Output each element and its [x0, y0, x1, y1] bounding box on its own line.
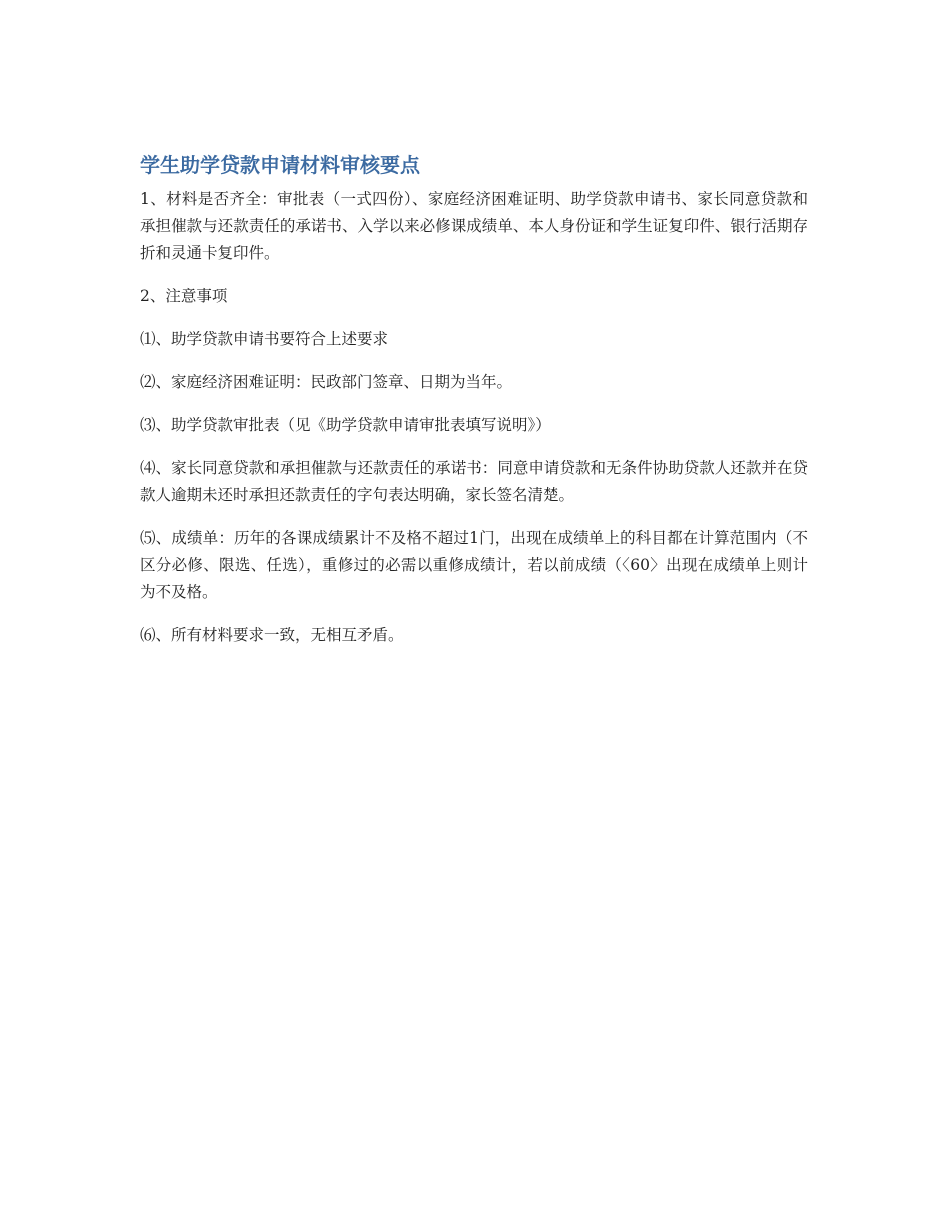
paragraph-note-1: ⑴、助学贷款申请书要符合上述要求	[140, 330, 389, 348]
paragraph-note-6: ⑹、所有材料要求一致，无相互矛盾。	[140, 626, 404, 644]
paragraph-note-5: ⑸、成绩单：历年的各课成绩累计不及格不超过1门，出现在成绩单上的科目都在计算范围内（不区分必修、限选、任选），重修过的必需以重修成绩计，若以前成绩（〈60〉出现在成绩单上则计为不及格。	[140, 529, 808, 601]
document-page	[140, 150, 808, 665]
document-title: 学生助学贷款申请材料审核要点	[140, 153, 420, 177]
paragraph-note-4: ⑷、家长同意贷款和承担催款与还款责任的承诺书：同意申请贷款和无条件协助贷款人还款并在贷款人逾期未还时承担还款责任的字句表达明确，家长签名清楚。	[140, 459, 808, 504]
paragraph-materials-complete: 1、材料是否齐全：审批表（一式四份）、家庭经济困难证明、助学贷款申请书、家长同意贷款和承担催款与还款责任的承诺书、入学以来必修课成绩单、本人身份证和学生证复印件、银行活期存折和灵通卡复印件。	[140, 190, 808, 262]
paragraph-notes-heading: 2、注意事项	[140, 287, 228, 305]
paragraph-note-2: ⑵、家庭经济困难证明：民政部门签章、日期为当年。	[140, 373, 513, 391]
paragraph-note-3: ⑶、助学贷款审批表（见《助学贷款申请审批表填写说明》）	[140, 416, 551, 434]
